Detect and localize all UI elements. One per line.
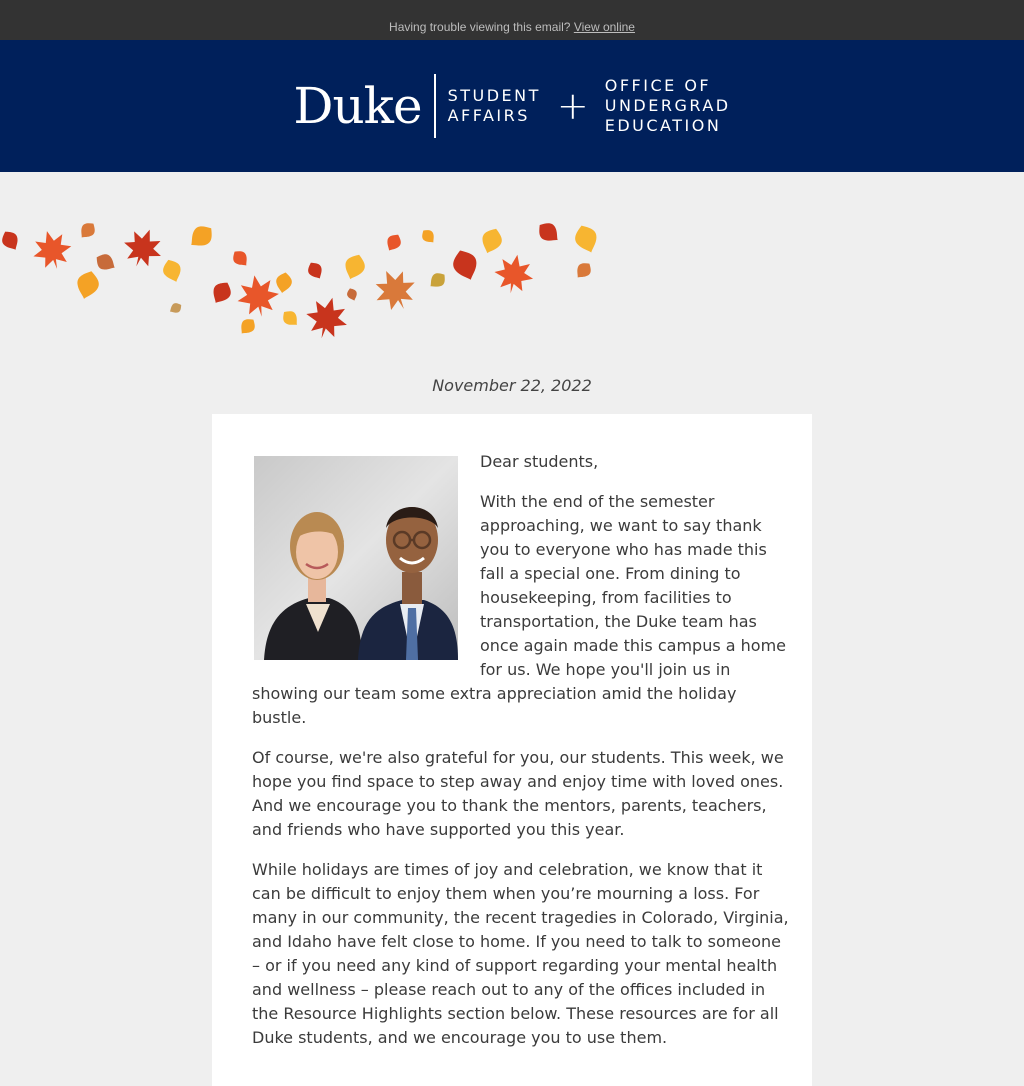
leaf-icon: [345, 287, 359, 303]
leaf-icon: [571, 222, 600, 256]
leaf-icon: [0, 228, 22, 254]
leaf-icon: [478, 225, 505, 256]
leaf-icon: [76, 222, 98, 242]
leaf-icon: [74, 268, 102, 301]
portrait-image-icon: [254, 456, 458, 660]
maple-leaf-icon: [118, 223, 168, 273]
email-preheader: [0, 0, 1024, 40]
maple-leaf-icon: [301, 292, 352, 343]
leaf-icon: [279, 307, 302, 330]
leaf-icon: [167, 301, 183, 316]
logo-duke-wordmark: Duke: [293, 77, 422, 135]
leaf-icon: [572, 259, 594, 282]
letter-greeting: Dear students,: [480, 452, 599, 471]
leaf-icon: [93, 250, 119, 274]
letter-paragraph-1: With the end of the semester approaching, we want to say thank you to everyone who has made this fall a special one. From dining to housekeeping, from facilities to transportation, the Duke team has once again made this campus a home for us. We hope you'll join us in showing our team some extra appreciation amid the holiday bustle.: [252, 492, 787, 727]
maple-leaf-icon: [491, 251, 536, 296]
leaders-photo: [254, 456, 458, 660]
leaf-icon: [160, 257, 185, 285]
maple-leaf-icon: [234, 272, 283, 321]
leaf-icon: [185, 222, 218, 253]
leaf-icon: [534, 222, 563, 247]
leaf-icon: [419, 227, 438, 247]
logo-office-line1: OFFICE OF: [604, 76, 712, 95]
logo-student-affairs: [448, 86, 541, 126]
leaf-icon: [305, 259, 326, 282]
logo-divider: [434, 74, 436, 138]
leaf-icon: [341, 251, 368, 282]
letter-card: [212, 414, 812, 1086]
logo-plus: +: [556, 84, 589, 128]
letter-paragraph-3: While holidays are times of joy and celebration, we know that it can be difficult to enjoy them when you’re mourning a loss. For many in our community, the recent tragedies in Colorado, Virginia, and Idaho have felt close to home. If you need to talk to someone – or if you need any kind of support regarding your mental health and wellness – please reach out to any of the offices included in the Resource Highlights section below. These resources are for all Duke students, and we encourage you to use them.: [252, 860, 789, 1047]
leaf-icon: [383, 231, 404, 254]
preheader-text: Having trouble viewing this email?: [389, 20, 571, 34]
email-date: November 22, 2022: [432, 376, 592, 395]
leaf-icon: [274, 271, 293, 294]
maple-leaf-icon: [28, 226, 76, 274]
letter-paragraph-2: Of course, we're also grateful for you, our students. This week, we hope you find space to step away and enjoy time with loved ones. And we encourage you to thank the mentors, parents, teachers, and friends who have supported you this year.: [252, 748, 784, 839]
logo-office-line2: UNDERGRAD: [604, 96, 731, 115]
logo-affairs-line2: AFFAIRS: [447, 106, 530, 125]
leaf-cluster: [0, 222, 600, 344]
maple-leaf-icon: [367, 262, 423, 318]
logo-undergrad-education: [605, 76, 731, 136]
duke-logo[interactable]: [293, 74, 730, 138]
leaf-icon: [208, 278, 235, 307]
view-online-link[interactable]: View online: [573, 20, 635, 34]
leaf-icon: [449, 246, 482, 283]
logo-affairs-line1: STUDENT: [447, 86, 541, 105]
leaf-icon: [426, 269, 449, 291]
leaf-icon: [229, 247, 251, 270]
autumn-leaves-banner: [0, 222, 600, 362]
email-header: [0, 40, 1024, 172]
leaf-icon: [236, 315, 258, 338]
logo-office-line3: EDUCATION: [604, 116, 722, 135]
